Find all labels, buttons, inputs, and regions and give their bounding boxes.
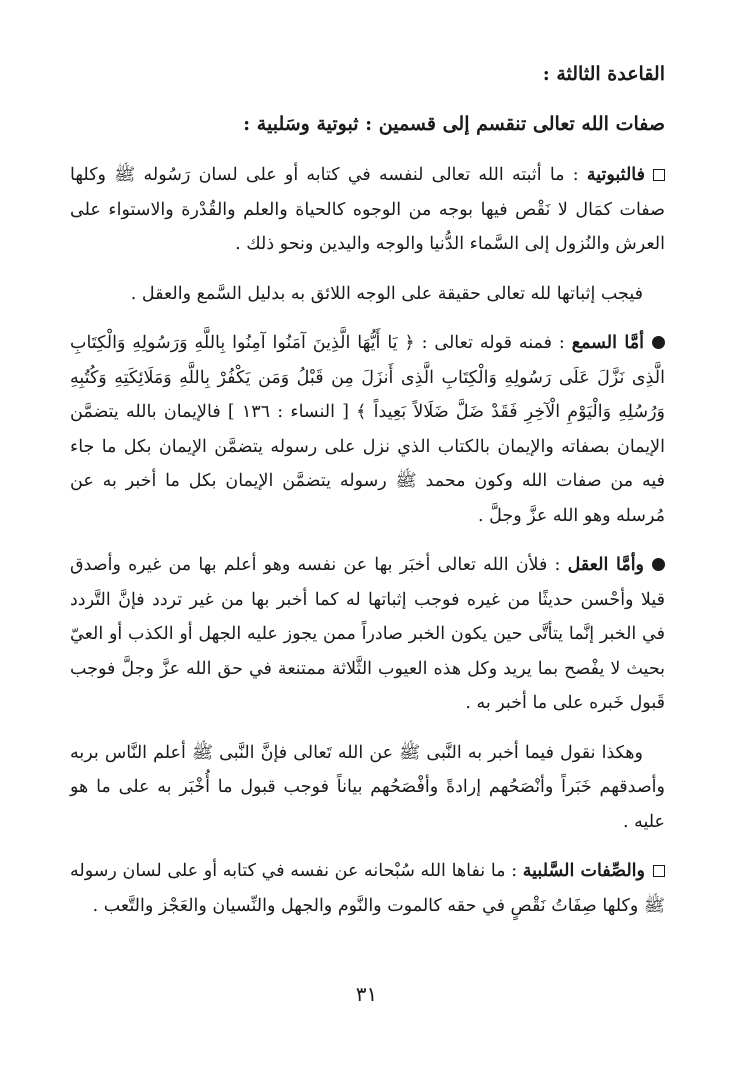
- rational-evidence-text: : فلأن الله تعالى أخبَر بها عن نفسه وهو أعلم بها من غيره وأصدق قيلا وأحْسن حديثًا من غيره فوجب إثباتها له كما أخبر بها من غير تردد فإنَّ التَّردد في الخبر إنَّما يتأتَّى حين يكون الخبر صادراً ممن يجوز عليه الجهل أو الكذب أو العيّ بحيث لا يفْصح بما يريد وكل هذه العيوب الثَّلاثة ممتنعة في حق الله عزَّ وجلَّ فوجب قَبول خَبره على ما أخبر به .: [70, 555, 665, 713]
- page-number: ٣١: [355, 982, 378, 1006]
- textual-evidence-term: أمَّا السمع: [571, 333, 644, 353]
- paragraph-textual-evidence: [70, 326, 665, 533]
- positive-attributes-term: فالثبوتية: [586, 165, 645, 185]
- textual-evidence-text: : فمنه قوله تعالى : ﴿ يَا أَيُّهَا الَّذِينَ آمَنُوا آمِنُوا بِاللَّهِ وَرَسُولِهِ وَالْكِتَابِ الَّذِى نَزَّلَ عَلَى رَسُولِهِ وَالْكِتَابِ الَّذِى أَنزَلَ مِن قَبْلُ وَمَن يَكْفُرْ بِاللَّهِ وَمَلَائِكَتِهِ وَكُتُبِهِ وَرُسُلِهِ وَالْيَوْمِ الْآخِرِ فَقَدْ ضَلَّ ضَلَالاً بَعِيداً ﴾ [ النساء : ١٣٦ ] فالإيمان بالله يتضمَّن الإيمان بصفاته والإيمان بالكتاب الذي نزل على رسوله يتضمَّن الإيمان بكل ما جاء فيه من صفات الله وكون محمد ﷺ رسوله يتضمَّن الإيمان بكل ما أخبر به عن مُرسله وهو الله عزَّ وجلَّ .: [70, 333, 665, 526]
- paragraph-rational-evidence: [70, 548, 665, 721]
- paragraph-prophet-reports: وهكذا نقول فيما أخبر به النَّبى ﷺ عن الله تَعالى فإنَّ النَّبى ﷺ أعلم النَّاس بربه وأصدقهم خَبَراً وأنْصَحُهم إرادةً وأفْصَحُهم بياناً فوجب قبول ما أُخْبَر به على ما هو عليه .: [70, 742, 665, 832]
- positive-attributes-text: : ما أثبته الله تعالى لنفسه في كتابه أو على لسان رَسُوله ﷺ وكلها صفات كمَال لا نَقْص فيها بوجه من الوجوه كالحياة والعلم والقُدْرة والاستواء على العرش والنُزول إلى السَّماء الدُّنيا والوجه واليدين ونحو ذلك .: [70, 165, 665, 254]
- negative-attributes-text: : ما نفاها الله سُبْحانه عن نفسه في كتابه أو على لسان رسوله ﷺ وكلها صِفَاتُ نَقْصٍ في حقه كالموت والنَّوم والجهل والنِّسيان والعَجْز والتَّعب .: [70, 861, 665, 916]
- square-bullet-icon: [653, 169, 665, 181]
- paragraph-obligation: فيجب إثباتها لله تعالى حقيقة على الوجه اللائق به بدليل السَّمع والعقل .: [130, 283, 643, 304]
- paragraph-negative-attributes: [70, 854, 665, 923]
- paragraph-positive-attributes: [70, 158, 665, 262]
- dot-bullet-icon: [652, 558, 665, 571]
- section-title: القاعدة الثالثة :: [542, 63, 665, 85]
- negative-attributes-term: والصِّفات السَّلبية: [522, 861, 645, 881]
- rational-evidence-term: وأمَّا العقل: [567, 555, 645, 575]
- square-bullet-icon: [653, 865, 665, 877]
- dot-bullet-icon: [652, 336, 665, 349]
- section-subtitle: صفات الله تعالى تنقسم إلى قسمين : ثبوتية وسَلبية :: [243, 113, 665, 135]
